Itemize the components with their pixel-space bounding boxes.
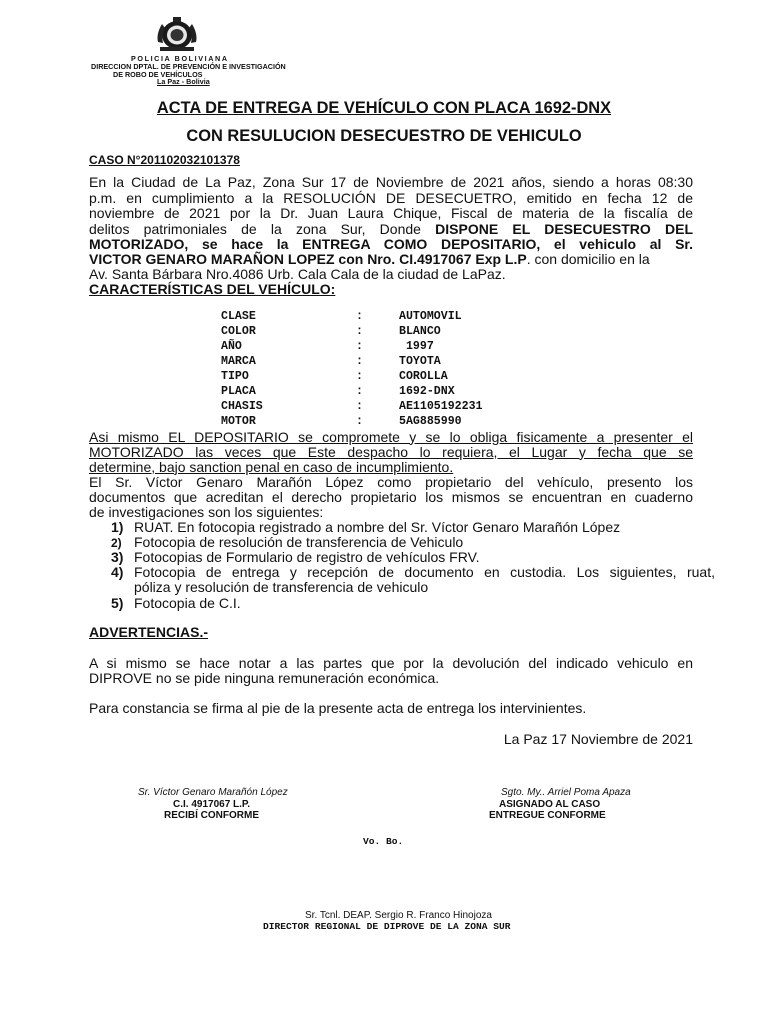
vehicle-sep: : bbox=[356, 370, 363, 383]
vehicle-sep: : bbox=[356, 385, 363, 398]
vehicle-key: MARCA bbox=[221, 355, 256, 368]
vehicle-value: AUTOMOVIL bbox=[399, 310, 462, 323]
warning-line-2: DIPROVE no se pide ninguna remuneración económica. bbox=[89, 669, 440, 686]
vehicle-value: 5AG885990 bbox=[399, 415, 462, 428]
list-number: 5) bbox=[111, 594, 124, 611]
org-name: POLICIA BOLIVIANA bbox=[131, 54, 229, 63]
intro-line-7: Av. Santa Bárbara Nro.4086 Urb. Cala Cala de la ciudad de LaPaz. bbox=[89, 265, 506, 282]
intro-line-4-bold: DISPONE EL DESECUESTRO DEL bbox=[435, 220, 694, 237]
list-number: 1) bbox=[111, 518, 124, 535]
intro-line-6-bold: VICTOR GENARO MARAÑON LOPEZ con Nro. CI.4917067 Exp L.P bbox=[89, 250, 527, 267]
vobo-label: Vo. Bo. bbox=[363, 836, 404, 847]
list-number: 3) bbox=[111, 549, 124, 565]
obligation-line-1: Asi mismo EL DEPOSITARIO se compromete y se lo obliga fisicamente a presenter el bbox=[89, 428, 693, 445]
warnings-heading: ADVERTENCIAS.- bbox=[89, 624, 209, 640]
vehicle-key: AÑO bbox=[221, 340, 242, 353]
obligation-line-3: determine, bajo sanction penal en caso de incumplimiento. bbox=[89, 458, 454, 475]
vehicle-key: PLACA bbox=[221, 385, 256, 398]
intro-line-3: noviembre de 2021 por la Dr. Juan Laura Chique, Fiscal de materia de la fiscalía de bbox=[89, 205, 693, 221]
vehicle-value: 1997 bbox=[399, 340, 434, 353]
case-number: CASO N°201102032101378 bbox=[89, 153, 240, 167]
obligation-line-2: MOTORIZADO las veces que Este despacho lo requiera, el Lugar y fecha que se bbox=[89, 443, 693, 460]
intro-line-6-text: . con domicilio en la bbox=[526, 250, 650, 267]
list-text: Fotocopia de C.I. bbox=[134, 594, 241, 611]
vehicle-key: CLASE bbox=[221, 310, 256, 323]
vehicle-value: 1692-DNX bbox=[399, 385, 455, 398]
vehicle-value: BLANCO bbox=[399, 325, 441, 338]
intro-line-4 bbox=[89, 222, 693, 237]
list-text: RUAT. En fotocopia registrado a nombre del Sr. Víctor Genaro Marañón López bbox=[134, 518, 621, 535]
owner-line-3: de investigaciones son los siguientes: bbox=[89, 503, 324, 520]
vehicle-sep: : bbox=[356, 355, 363, 368]
vehicle-key: COLOR bbox=[221, 325, 256, 338]
vehicle-value: AE1105192231 bbox=[399, 400, 483, 413]
characteristics-heading: CARACTERÍSTICAS DEL VEHÍCULO: bbox=[89, 281, 336, 297]
warning-line-1: A si mismo se hace notar a las partes que por la devolución del indicado vehiculo en bbox=[89, 654, 693, 671]
officer-role: ASIGNADO AL CASO bbox=[499, 798, 601, 810]
list-number: 2) bbox=[111, 536, 122, 550]
intro-line-2: p.m. en cumplimiento a la RESOLUCIÓN DE DESECUETRO, emitido en fecha 12 de bbox=[89, 189, 693, 206]
vehicle-sep: : bbox=[356, 415, 363, 428]
officer-role-2: ENTREGUE CONFORME bbox=[489, 809, 606, 821]
receiver-role: RECIBÍ CONFORME bbox=[164, 809, 259, 821]
owner-line-2: documentos que acreditan el derecho propietario los mismos se encuentran en cuaderno bbox=[89, 488, 693, 505]
officer-name: Sgto. My.. Arriel Poma Apaza bbox=[501, 787, 631, 798]
list-text: Fotocopias de Formulario de registro de vehículos FRV. bbox=[134, 549, 480, 565]
document-subtitle: CON RESULUCION DESECUESTRO DE VEHICULO bbox=[186, 127, 582, 145]
intro-line-6 bbox=[89, 252, 693, 267]
list-text: póliza y resolución de transferencia de vehiculo bbox=[134, 579, 429, 595]
receiver-name: Sr. Víctor Genaro Marañón López bbox=[138, 787, 288, 798]
header-city: La Paz - Bolivia bbox=[157, 77, 210, 86]
vehicle-key: MOTOR bbox=[221, 415, 256, 428]
owner-line-1: El Sr. Víctor Genaro Marañón López como propietario del vehículo, presento los bbox=[89, 473, 693, 490]
intro-line-1: En la Ciudad de La Paz, Zona Sur 17 de Noviembre de 2021 años, siendo a horas 08:30 bbox=[89, 174, 693, 190]
place-date: La Paz 17 Noviembre de 2021 bbox=[503, 730, 693, 747]
intro-line-4-text: delitos patrimoniales de la zona Sur, Donde bbox=[89, 220, 421, 237]
intro-line-5: MOTORIZADO, se hace la ENTREGA COMO DEPOSITARIO, el vehiculo al Sr. bbox=[89, 235, 693, 252]
document-title: ACTA DE ENTREGA DE VEHÍCULO CON PLACA 1692-DNX bbox=[156, 99, 612, 117]
receiver-ci: C.I. 4917067 L.P. bbox=[173, 798, 251, 810]
vehicle-value: COROLLA bbox=[399, 370, 448, 383]
closing-statement: Para constancia se firma al pie de la presente acta de entrega los intervinientes. bbox=[89, 700, 587, 716]
vehicle-sep: : bbox=[356, 400, 363, 413]
directorate-line-2: DE ROBO DE VEHÍCULOS bbox=[113, 69, 203, 79]
list-number: 4) bbox=[111, 564, 124, 580]
director-title: DIRECTOR REGIONAL DE DIPROVE DE LA ZONA SUR bbox=[263, 920, 511, 932]
vehicle-value: TOYOTA bbox=[399, 355, 441, 368]
vehicle-sep: : bbox=[356, 325, 363, 338]
list-text: Fotocopia de entrega y recepción de documento en custodia. Los siguientes, ruat, bbox=[134, 564, 715, 580]
director-name: Sr. Tcnl. DEAP. Sergio R. Franco Hinojoza bbox=[305, 910, 492, 921]
vehicle-key: TIPO bbox=[221, 370, 249, 383]
list-text: Fotocopia de resolución de transferencia de Vehiculo bbox=[134, 534, 464, 550]
vehicle-sep: : bbox=[356, 310, 363, 323]
police-seal-icon bbox=[154, 16, 200, 52]
vehicle-sep: : bbox=[356, 340, 363, 353]
directorate-line-1: DIRECCION DPTAL. DE PREVENCIÓN E INVESTIGACIÓN bbox=[91, 62, 286, 71]
vehicle-key: CHASIS bbox=[221, 400, 263, 413]
